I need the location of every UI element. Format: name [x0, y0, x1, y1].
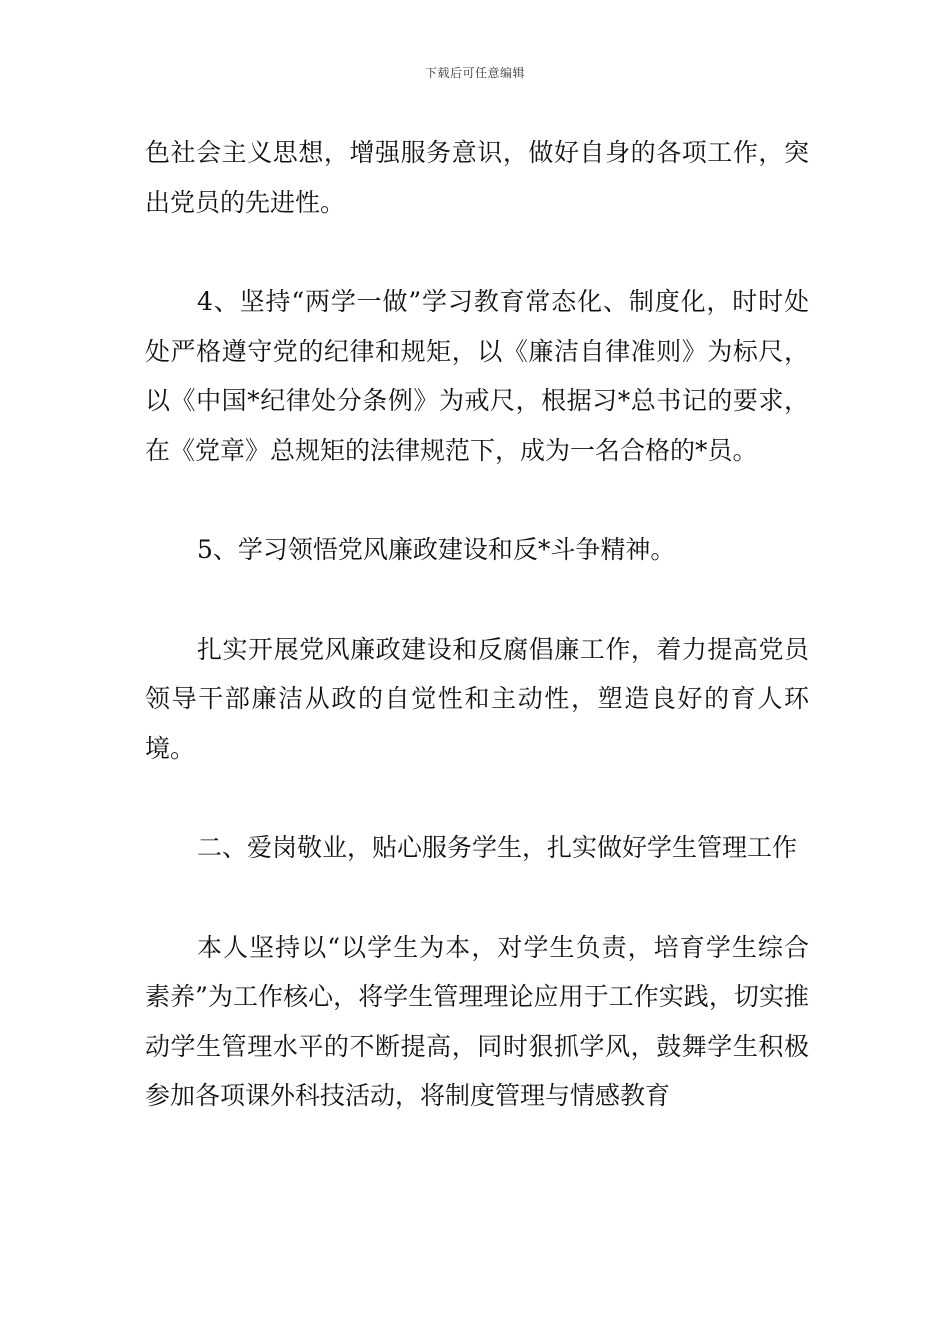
paragraph-student-management: 本人坚持以“以学生为本，对学生负责，培育学生综合素养”为工作核心，将学生管理理论应用于工作实践，切实推动学生管理水平的不断提高，同时狠抓学风，鼓舞学生积极参加各项课外科技活动，将制度管理与情感教育 [145, 932, 809, 1110]
paragraph-gap [145, 475, 809, 525]
paragraph-anti-corruption: 扎实开展党风廉政建设和反腐倡廉工作，着力提高党员领导干部廉洁从政的自觉性和主动性，塑造良好的育人环境。 [145, 634, 809, 763]
paragraph-gap [145, 773, 809, 823]
paragraph-gap [145, 873, 809, 923]
section-heading-two: 二、爱岗敬业，贴心服务学生，扎实做好学生管理工作 [197, 833, 798, 862]
document-body [145, 128, 809, 1121]
paragraph-continuation: 色社会主义思想，增强服务意识，做好自身的各项工作，突出党员的先进性。 [145, 138, 809, 217]
paragraph-item-4: 4、坚持“两学一做”学习教育常态化、制度化，时时处处严格遵守党的纪律和规矩，以《廉洁自律准则》为标尺，以《中国*纪律处分条例》为戒尺，根据习*总书记的要求，在《党章》总规矩的法律规范下，成为一名合格的*员。 [145, 287, 809, 465]
paragraph-gap [145, 227, 809, 277]
paragraph-item-5: 5、学习领悟党风廉政建设和反*斗争精神。 [197, 535, 676, 564]
page-header-note: 下载后可任意编辑 [424, 66, 525, 80]
paragraph-gap [145, 575, 809, 625]
